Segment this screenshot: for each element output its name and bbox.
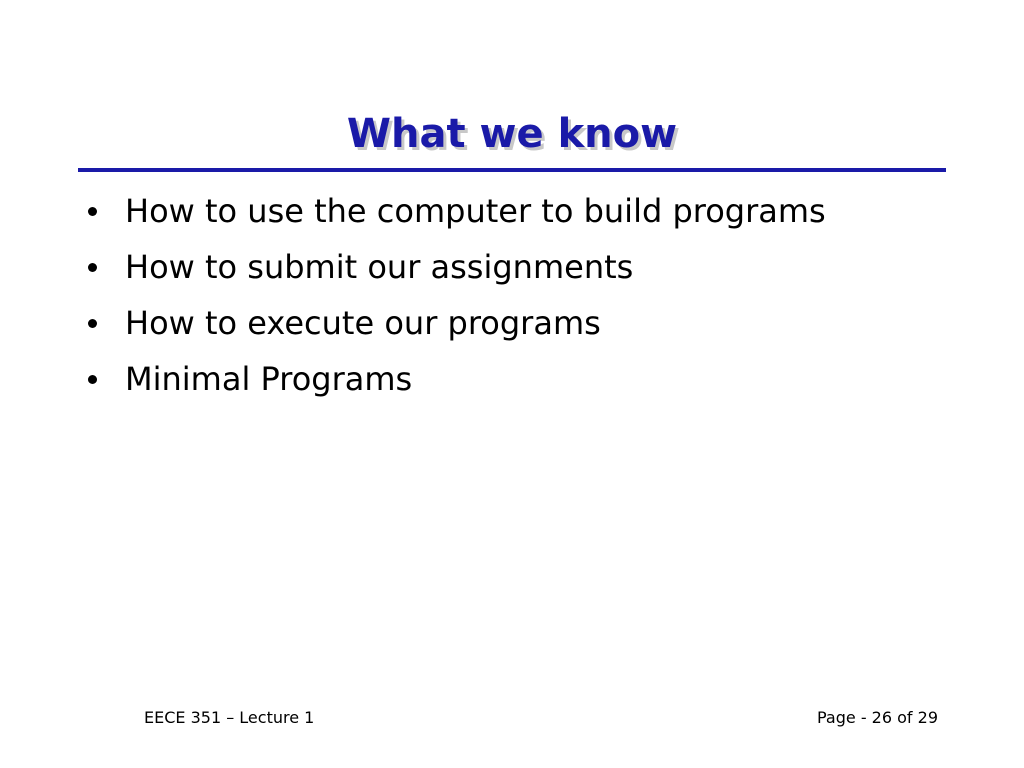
title-underline (78, 168, 946, 172)
footer-course: EECE 351 – Lecture 1 (144, 708, 315, 727)
bullet-item (88, 242, 826, 298)
bullet-item (88, 298, 826, 354)
bullet-icon (88, 207, 97, 216)
bullet-icon (88, 375, 97, 384)
bullet-icon (88, 263, 97, 272)
bullet-list (88, 186, 826, 410)
slide-title: What we know (346, 111, 678, 157)
bullet-text: Minimal Programs (125, 360, 413, 398)
bullet-item (88, 186, 826, 242)
bullet-text: How to submit our assignments (125, 248, 634, 286)
footer-page-number: Page - 26 of 29 (817, 708, 938, 727)
bullet-text: How to execute our programs (125, 304, 601, 342)
bullet-text: How to use the computer to build programs (125, 192, 826, 230)
bullet-item (88, 354, 826, 410)
bullet-icon (88, 319, 97, 328)
